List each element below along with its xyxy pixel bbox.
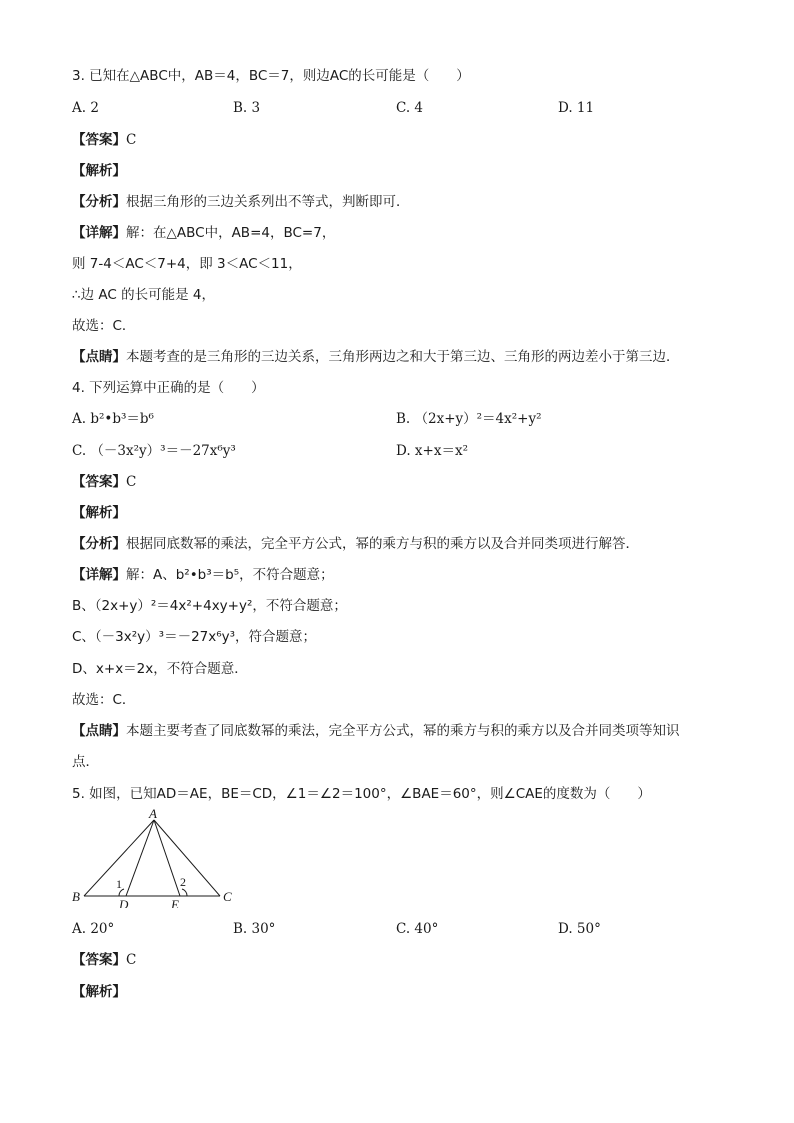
- q4-stem: 4. 下列运算中正确的是（ ）: [72, 380, 265, 396]
- q5-option-b: B. 30°: [233, 921, 276, 937]
- q5-option-c: C. 40°: [396, 921, 439, 937]
- q3-option-d: D. 11: [558, 100, 595, 116]
- q4-option-b: B. （2x+y）²＝4x²+y²: [396, 411, 542, 427]
- fenxi-text: 根据同底数幂的乘法，完全平方公式，幂的乘方与积的乘方以及合并同类项进行解答．: [126, 536, 639, 552]
- q4-option-a: A. b²•b³＝b⁶: [72, 411, 154, 427]
- q3-fenxi: [72, 193, 410, 211]
- fenxi-label: 【分析】: [72, 194, 126, 210]
- q3-dianjing: [72, 348, 680, 366]
- q4-xiangjie-line-2: B、（2x+y）²＝4x²+4xy+y²，不符合题意；: [72, 598, 347, 614]
- q4-dianjing: [72, 722, 680, 740]
- answer-value: C: [126, 474, 137, 490]
- q3-xiangjie-line-3: ∴边 AC 的长可能是 4，: [72, 287, 215, 303]
- fenxi-text: 根据三角形的三边关系列出不等式，判断即可．: [126, 194, 410, 210]
- q4-xiangjie-line-4: D、x+x＝2x，不符合题意．: [72, 661, 248, 677]
- answer-value: C: [126, 132, 137, 148]
- q3-option-c: C. 4: [396, 100, 424, 116]
- dianjing-text: 本题考查的是三角形的三边关系，三角形两边之和大于第三边、三角形的两边差小于第三边．: [126, 349, 680, 365]
- dianjing-text: 本题主要考查了同底数幂的乘法，完全平方公式，幂的乘方与积的乘方以及合并同类项等知识: [126, 723, 680, 739]
- label-angle-2: 2: [180, 875, 186, 889]
- q5-stem: 5. 如图，已知AD＝AE，BE＝CD，∠1＝∠2＝100°，∠BAE＝60°，则∠CAE的度数为（ ）: [72, 786, 651, 802]
- segment-ad: [126, 820, 154, 896]
- xiangjie-line: 解：A、b²•b³＝b⁵，不符合题意；: [126, 567, 334, 583]
- q4-option-d: D. x+x＝x²: [396, 443, 468, 459]
- q4-xiangjie: [72, 566, 334, 584]
- q4-xiangjie-line-5: 故选：C．: [72, 692, 136, 708]
- angle-2-arc: [182, 889, 187, 896]
- q4-fenxi: [72, 535, 639, 553]
- label-a: A: [149, 808, 157, 821]
- label-e: E: [171, 897, 179, 908]
- q5-analysis-label: 【解析】: [72, 984, 126, 1000]
- q3-stem: 3. 已知在△ABC中，AB＝4，BC＝7，则边AC的长可能是（ ）: [72, 68, 470, 84]
- answer-value: C: [126, 952, 137, 968]
- label-angle-1: 1: [116, 877, 122, 891]
- segment-ac: [154, 820, 220, 896]
- q3-xiangjie: [72, 224, 335, 242]
- xiangjie-label: 【详解】: [72, 225, 126, 241]
- answer-label: 【答案】: [72, 132, 126, 148]
- q3-analysis-label: 【解析】: [72, 163, 126, 179]
- q3-answer: [72, 131, 136, 149]
- q4-xiangjie-line-3: C、（－3x²y）³＝－27x⁶y³，符合题意；: [72, 629, 317, 645]
- dianjing-label: 【点睛】: [72, 349, 126, 365]
- q4-answer: [72, 473, 136, 491]
- dianjing-label: 【点睛】: [72, 723, 126, 739]
- q5-answer: [72, 951, 136, 969]
- answer-label: 【答案】: [72, 952, 126, 968]
- label-d: D: [119, 897, 129, 908]
- q4-dianjing-line-2: 点．: [72, 754, 99, 770]
- label-c: C: [223, 889, 232, 904]
- segment-ae: [154, 820, 180, 896]
- q3-xiangjie-line-4: 故选：C．: [72, 318, 136, 334]
- xiangjie-line: 解：在△ABC中，AB=4，BC=7，: [126, 225, 336, 241]
- q4-analysis-label: 【解析】: [72, 505, 126, 521]
- label-b: B: [72, 889, 80, 904]
- q3-option-b: B. 3: [233, 100, 261, 116]
- q3-option-a: A. 2: [72, 100, 99, 116]
- fenxi-label: 【分析】: [72, 536, 126, 552]
- q5-option-a: A. 20°: [72, 921, 115, 937]
- q5-triangle-figure: [62, 808, 242, 908]
- answer-label: 【答案】: [72, 474, 126, 490]
- q5-option-d: D. 50°: [558, 921, 601, 937]
- q3-xiangjie-line-2: 则 7-4＜AC＜7+4，即 3＜AC＜11，: [72, 256, 302, 272]
- xiangjie-label: 【详解】: [72, 567, 126, 583]
- q4-option-c: C. （－3x²y）³＝－27x⁶y³: [72, 443, 236, 459]
